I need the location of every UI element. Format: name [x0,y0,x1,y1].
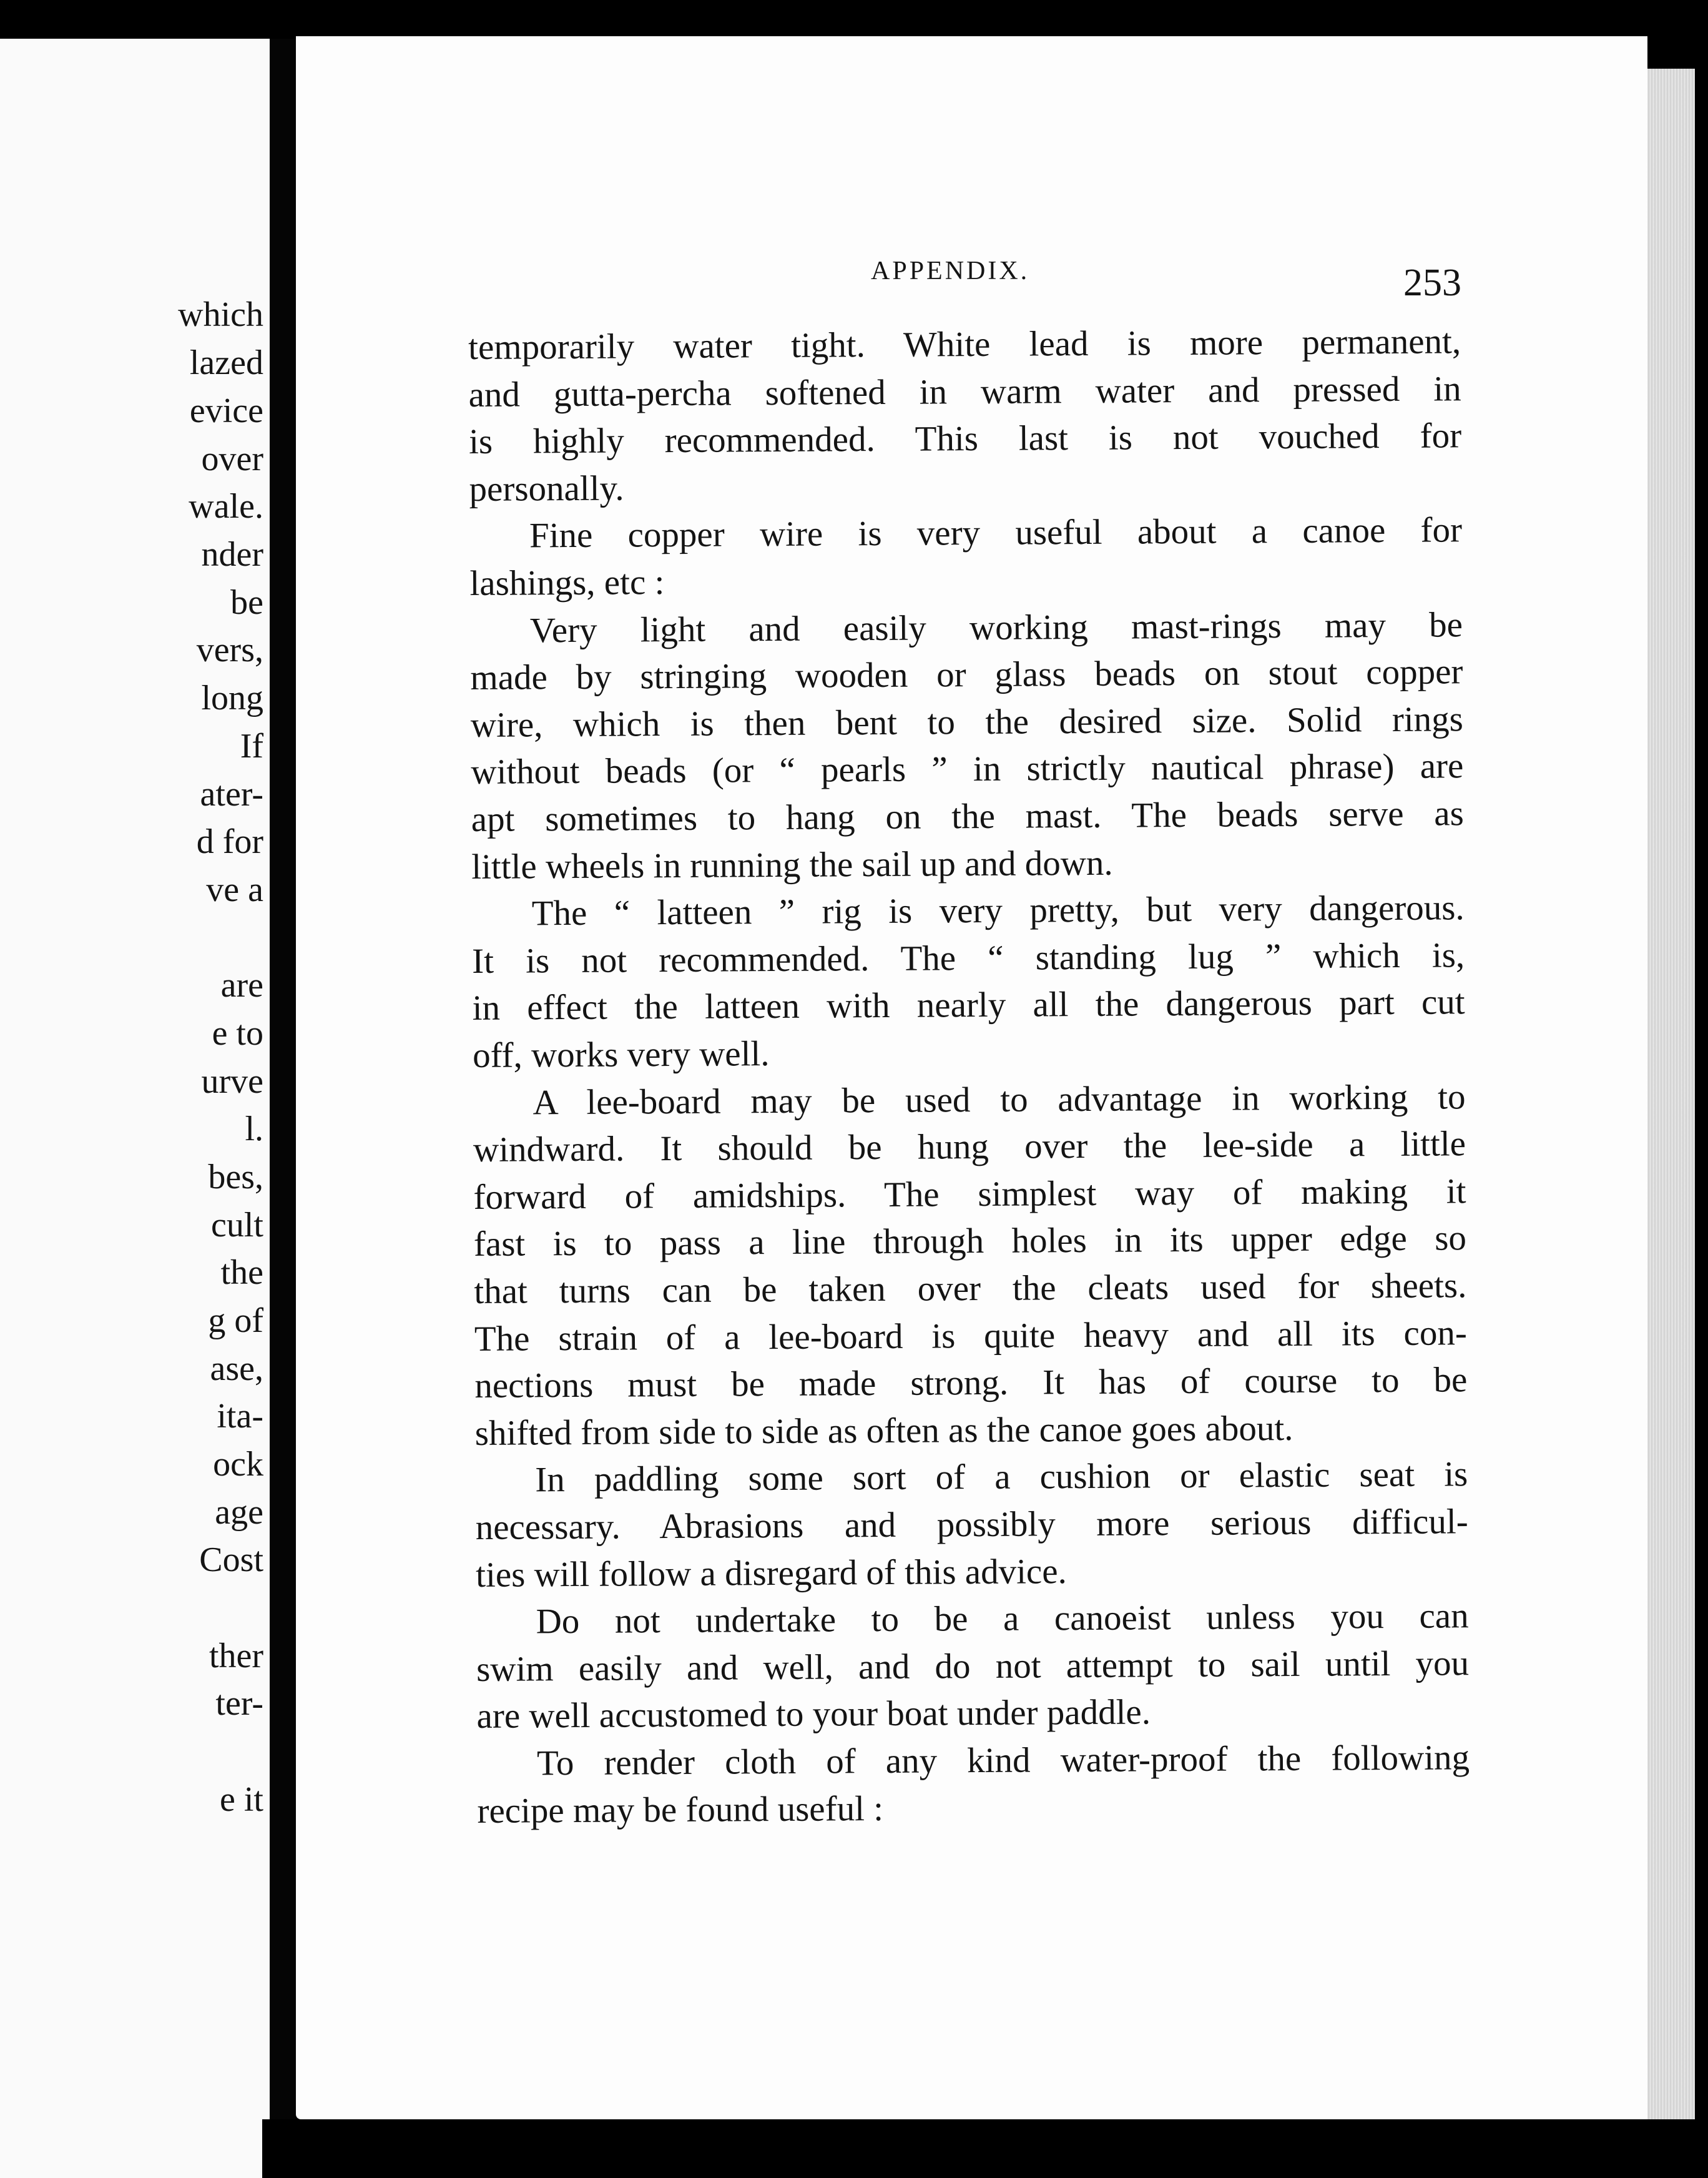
paragraph-first-line: Very light and easily working mast-rings may be [529,604,1463,650]
facing-page-fragment: ve a [206,870,263,909]
paragraph-line: that turns can be taken over the cleats used for sheets. [474,1266,1467,1311]
paragraph-first-line: temporarily water tight. White lead is more permanent, [468,322,1461,367]
paragraph-line: personally. [469,468,624,509]
facing-page-fragment: Cost [199,1540,263,1579]
paragraph-line: off, works very well. [472,1034,770,1075]
paragraph-first-line: A lee-board may be used to advantage in working to [533,1077,1466,1122]
paragraph-line: are well accustomed to your boat under paddle. [476,1692,1151,1737]
paragraph-line: wire, which is then bent to the desired size. Solid rings [470,699,1464,745]
paragraph-line: apt sometimes to hang on the mast. The beads serve as [471,794,1464,839]
paragraph-line: made by stringing wooden or glass beads on stout copper [470,652,1463,698]
paragraph-first-line: In paddling some sort of a cushion or elastic seat is [535,1454,1468,1500]
facing-page-fragment: be [230,583,263,622]
facing-page-fragment: ater- [200,775,263,814]
paragraph-first-line: Do not undertake to be a canoeist unless you can [536,1596,1469,1642]
facing-page [0,39,270,2178]
facing-page-fragment: If [240,727,263,766]
facing-page-fragment: l. [245,1110,263,1148]
facing-page-fragment: e to [212,1014,263,1053]
paragraph-line: shifted from side to side as often as the canoe goes about. [474,1408,1293,1453]
paragraph-first-line: To render cloth of any kind water-proof the following [536,1738,1470,1783]
scan-bottom-edge [262,2119,1708,2178]
paragraph-line: little wheels in running the sail up and down. [471,843,1113,887]
facing-page-fragment: the [220,1253,263,1292]
paragraph-line: ties will follow a disregard of this advice. [475,1551,1067,1595]
facing-page-fragment: urve [201,1062,263,1101]
facing-page-fragment: wale. [189,487,263,526]
paragraph-line: lashings, etc : [469,563,665,603]
facing-page-fragment: e it [220,1780,263,1819]
facing-page-fragment: which [178,295,263,334]
book-gutter [270,39,296,2178]
facing-page-fragment: age [215,1493,263,1532]
page-number: 253 [1403,262,1461,304]
paragraph-line: is highly recommended. This last is not vouched for [468,416,1462,462]
facing-page-fragment: evice [189,392,263,430]
paragraph-line: It is not recommended. The “ standing lug ” which is, [471,935,1465,981]
paragraph-first-line: Fine copper wire is very useful about a canoe for [529,510,1463,556]
paragraph-line: nections must be made strong. It has of course to be [474,1360,1468,1406]
facing-page-fragment: nder [201,535,263,574]
paragraph-line: necessary. Abrasions and possibly more serious difficul- [475,1502,1468,1547]
paragraph-line: swim easily and well, and do not attempt to sail until you [476,1643,1470,1689]
facing-page-fragment: ase, [210,1349,263,1388]
facing-page-fragment: lazed [189,343,263,382]
facing-page-fragment: bes, [208,1158,263,1196]
facing-page-fragment: g of [208,1301,263,1340]
facing-page-fragment: ita- [217,1397,263,1436]
paragraph-line: fast is to pass a line through holes in its upper edge so [473,1218,1467,1264]
facing-page-fragment: over [201,440,263,478]
facing-page-fragment: long [201,679,263,717]
running-head: APPENDIX. [871,257,1030,285]
paragraph-line: without beads (or “ pearls ” in strictly nautical phrase) are [471,746,1464,792]
facing-page-fragment: cult [211,1206,263,1244]
facing-page-fragment: are [220,966,263,1005]
facing-page-fragment: ock [213,1445,263,1484]
facing-page-fragment: vers, [196,631,263,669]
paragraph-line: The strain of a lee-board is quite heavy and all its con- [474,1313,1468,1359]
facing-page-fragment: ther [209,1637,263,1675]
paragraph-line: in effect the latteen with nearly all the dangerous part cut [472,982,1465,1028]
paragraph-line: windward. It should be hung over the lee-side a little [473,1124,1466,1170]
paragraph-first-line: The “ latteen ” rig is very pretty, but very dangerous. [531,888,1465,934]
facing-page-fragment: d for [196,822,263,861]
facing-page-fragment: ter- [215,1684,263,1723]
paragraph-line: forward of amidships. The simplest way of making it [473,1171,1466,1217]
paragraph-line: recipe may be found useful : [477,1788,884,1831]
paragraph-line: and gutta-percha softened in warm water and pressed in [468,368,1461,415]
page-edges [1647,69,1695,2129]
